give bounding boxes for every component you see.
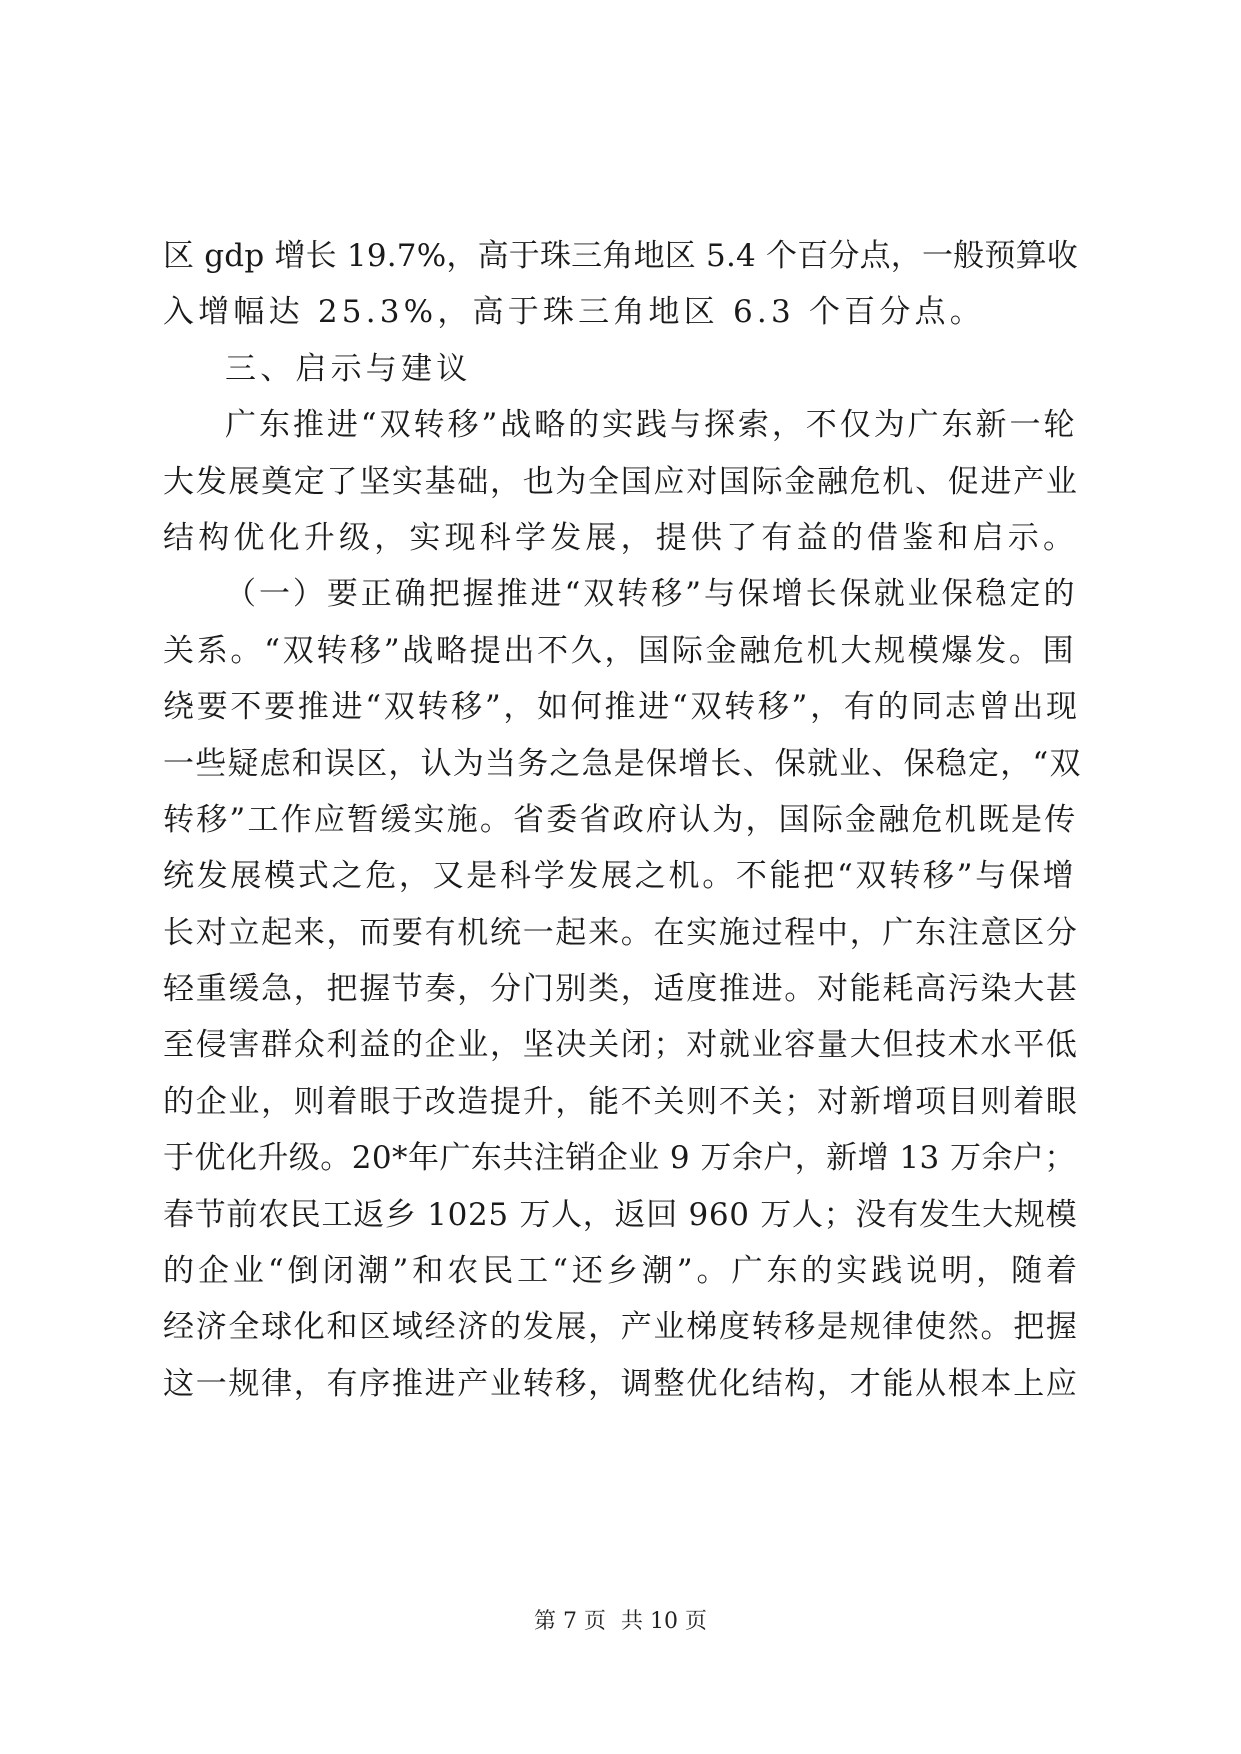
text-line-10: 一些疑虑和误区，认为当务之急是保增长、保就业、保稳定，“双: [163, 745, 1082, 782]
text-line-1: 区 gdp 增长 19.7%，高于珠三角地区 5.4 个百分点，一般预算收: [163, 238, 1078, 274]
text-line-19: 的企业“倒闭潮”和农民工“还乡潮”。广东的实践说明，随着: [163, 1253, 1081, 1290]
text-line-12: 统发展模式之危，又是科学发展之机。不能把“双转移”与保增: [163, 858, 1077, 895]
text-line-9: 绕要不要推进“双转移”，如何推进“双转移”，有的同志曾出现: [163, 689, 1080, 726]
text-line-6: 结构优化升级，实现科学发展，提供了有益的借鉴和启示。: [163, 519, 1079, 556]
page-footer: [0, 1604, 1241, 1635]
text-line-17: 于优化升级。20*年广东共注销企业 9 万余户，新增 13 万余户；: [163, 1140, 1076, 1177]
text-line-18: 春节前农民工返乡 1025 万人，返回 960 万人；没有发生大规模: [163, 1196, 1078, 1233]
paragraph-start-line: 广东推进“双转移”战略的实践与探索，不仅为广东新一轮: [225, 407, 1078, 444]
text-line-11: 转移”工作应暂缓实施。省委省政府认为，国际金融危机既是传: [163, 801, 1078, 838]
document-body: [163, 228, 1081, 1412]
text-line-21: 这一规律，有序推进产业转移，调整优化结构，才能从根本上应: [163, 1365, 1079, 1402]
page-total: 共 10 页: [621, 1609, 707, 1634]
text-line-2: 入增幅达 25.3%，高于珠三角地区 6.3 个百分点。: [163, 294, 985, 331]
text-line-16: 的企业，则着眼于改造提升，能不关则不关；对新增项目则着眼: [163, 1083, 1079, 1120]
text-line-13: 长对立起来，而要有机统一起来。在实施过程中，广东注意区分: [163, 914, 1079, 951]
text-line-20: 经济全球化和区域经济的发展，产业梯度转移是规律使然。把握: [163, 1309, 1079, 1346]
subsection-heading-line: （一）要正确把握推进“双转移”与保增长保就业保稳定的: [225, 576, 1078, 613]
text-line-14: 轻重缓急，把握节奏，分门别类，适度推进。对能耗高污染大甚: [163, 971, 1079, 1008]
page-number: 第 7 页: [534, 1609, 606, 1634]
text-line-5: 大发展奠定了坚实基础，也为全国应对国际金融危机、促进产业: [163, 463, 1079, 500]
text-line-8: 关系。“双转移”战略提出不久，国际金融危机大规模爆发。围: [163, 632, 1077, 669]
section-heading: 三、启示与建议: [225, 350, 472, 387]
text-line-15: 至侵害群众利益的企业，坚决关闭；对就业容量大但技术水平低: [163, 1027, 1079, 1064]
